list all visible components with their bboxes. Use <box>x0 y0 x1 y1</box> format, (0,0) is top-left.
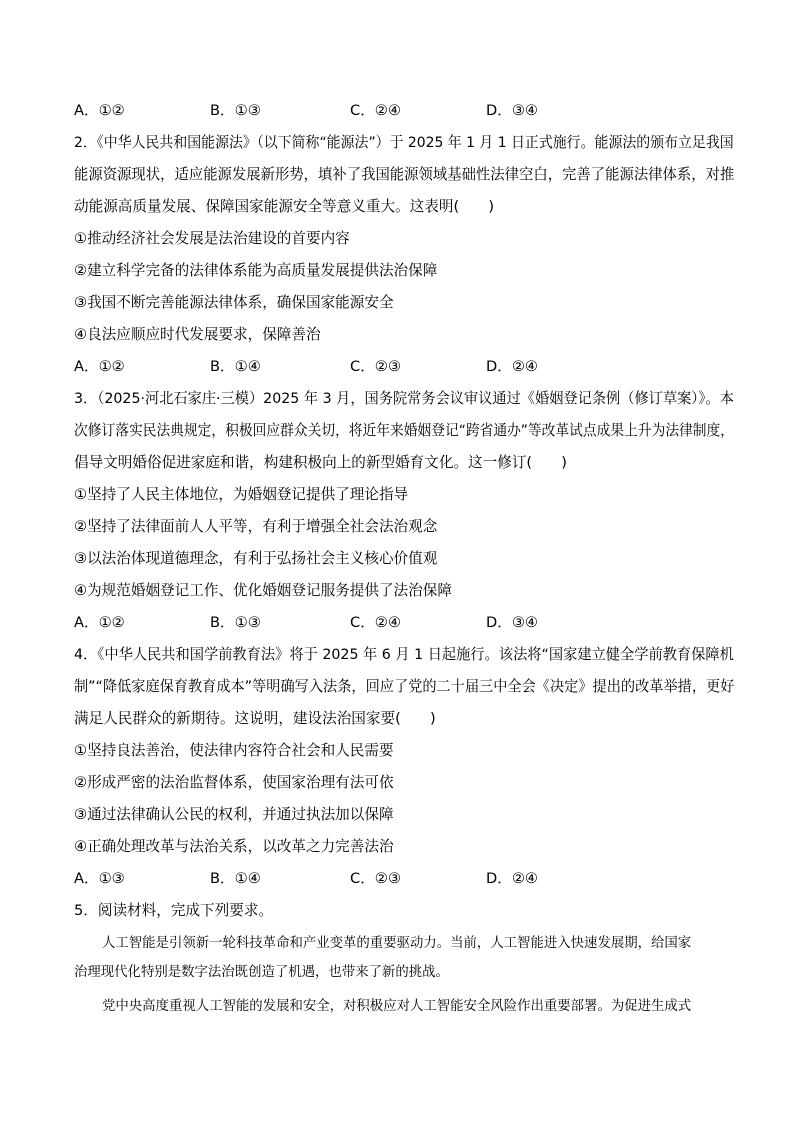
q2-stem-line: 动能源高质量发展、保障国家能源安全等意义重大。这表明( ) <box>74 198 495 215</box>
q2-option-d[interactable]: D．②④ <box>486 358 538 375</box>
q3-statement-1: ①坚持了人民主体地位，为婚姻登记提供了理论指导 <box>74 486 409 503</box>
q4-statement-4: ④正确处理改革与法治关系，以改革之力完善法治 <box>74 838 394 855</box>
q3-stem-line: 3．（2025·河北石家庄·三模）2025 年 3 月，国务院常务会议审议通过《婚姻登记条例（修订草案）》。本 <box>74 390 734 407</box>
q3-options <box>74 613 734 633</box>
q5-intro: 5．阅读材料，完成下列要求。 <box>74 902 274 919</box>
q2-option-c[interactable]: C．②③ <box>350 358 401 375</box>
q1-option-c[interactable]: C．②④ <box>350 102 401 119</box>
q4-stem-line: 4．《中华人民共和国学前教育法》将于 2025 年 6 月 1 日起施行。该法将“国家建立健全学前教育保障机 <box>74 646 734 663</box>
q3-option-d[interactable]: D．③④ <box>486 614 538 631</box>
q3-stem-line: 倡导文明婚俗促进家庭和谐，构建积极向上的新型婚育文化。这一修订( ) <box>74 454 567 471</box>
q4-stem-line: 满足人民群众的新期待。这说明，建设法治国家要( ) <box>74 710 436 727</box>
q3-option-a[interactable]: A．①② <box>74 614 125 631</box>
q3-option-b[interactable]: B．①③ <box>210 614 261 631</box>
q3-stem-line: 次修订落实民法典规定，积极回应群众关切，将近年来婚姻登记“跨省通办”等改革试点成果上升为法律制度， <box>74 422 735 439</box>
q1-option-b[interactable]: B．①③ <box>210 102 261 119</box>
q4-option-d[interactable]: D．②④ <box>486 870 538 887</box>
q5-material-line: 治理现代化特别是数字法治既创造了机遇，也带来了新的挑战。 <box>74 965 449 980</box>
q4-stem-line: 制”“降低家庭保育教育成本”等明确写入法条，回应了党的二十届三中全会《决定》提出的改革举措，更好 <box>74 678 735 695</box>
q2-statement-4: ④良法应顺应时代发展要求，保障善治 <box>74 326 321 343</box>
q2-option-b[interactable]: B．①④ <box>210 358 261 375</box>
q4-statement-1: ①坚持良法善治，使法律内容符合社会和人民需要 <box>74 742 394 759</box>
q5-material-line: 党中央高度重视人工智能的发展和安全，对积极应对人工智能安全风险作出重要部署。为促进生成式 <box>102 999 692 1014</box>
q2-option-a[interactable]: A．①② <box>74 358 125 375</box>
q2-statement-3: ③我国不断完善能源法律体系，确保国家能源安全 <box>74 294 394 311</box>
q1-options <box>74 101 734 121</box>
q2-stem-line: 2．《中华人民共和国能源法》（以下简称“能源法”）于 2025 年 1 月 1 日正式施行。能源法的颁布立足我国 <box>74 134 734 151</box>
q4-option-a[interactable]: A．①③ <box>74 870 125 887</box>
q3-option-c[interactable]: C．②④ <box>350 614 401 631</box>
q4-statement-2: ②形成严密的法治监督体系，使国家治理有法可依 <box>74 774 394 791</box>
q5-material-line: 人工智能是引领新一轮科技革命和产业变革的重要驱动力。当前，人工智能进入快速发展期，给国家 <box>102 936 692 951</box>
q3-statement-3: ③以法治体现道德理念，有利于弘扬社会主义核心价值观 <box>74 550 438 567</box>
q1-option-a[interactable]: A．①② <box>74 102 125 119</box>
q4-statement-3: ③通过法律确认公民的权利，并通过执法加以保障 <box>74 806 394 823</box>
q2-stem-line: 能源资源现状，适应能源发展新形势，填补了我国能源领域基础性法律空白，完善了能源法律体系，对推 <box>74 166 735 183</box>
q4-option-b[interactable]: B．①④ <box>210 870 261 887</box>
q4-option-c[interactable]: C．②③ <box>350 870 401 887</box>
q2-options <box>74 357 734 377</box>
q2-statement-2: ②建立科学完备的法律体系能为高质量发展提供法治保障 <box>74 262 438 279</box>
q4-options <box>74 869 734 889</box>
q1-option-d[interactable]: D．③④ <box>486 102 538 119</box>
q3-statement-4: ④为规范婚姻登记工作、优化婚姻登记服务提供了法治保障 <box>74 582 452 599</box>
q3-statement-2: ②坚持了法律面前人人平等，有利于增强全社会法治观念 <box>74 518 438 535</box>
q2-statement-1: ①推动经济社会发展是法治建设的首要内容 <box>74 230 350 247</box>
